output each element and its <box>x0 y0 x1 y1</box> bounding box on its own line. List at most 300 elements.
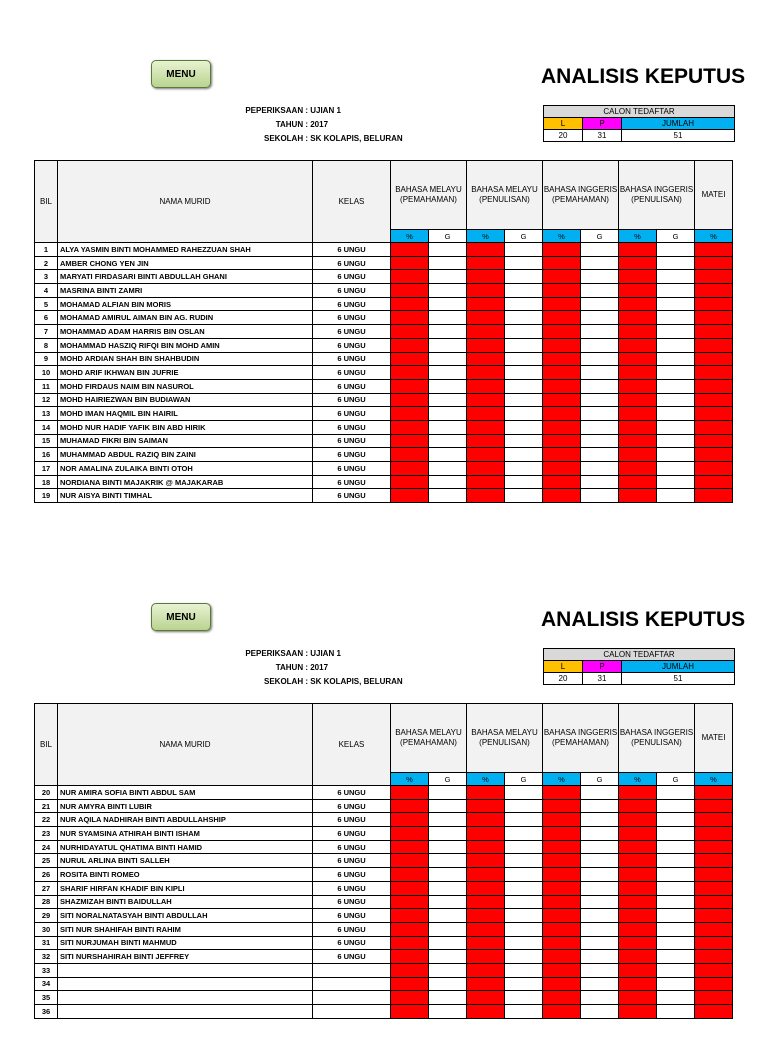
percent-cell[interactable] <box>543 977 581 991</box>
grade-cell[interactable] <box>657 799 695 813</box>
percent-cell[interactable] <box>619 827 657 841</box>
percent-cell[interactable] <box>619 909 657 923</box>
grade-cell[interactable] <box>505 243 543 257</box>
grade-cell[interactable] <box>429 1005 467 1019</box>
percent-cell[interactable] <box>695 895 733 909</box>
percent-cell[interactable] <box>619 895 657 909</box>
percent-cell[interactable] <box>467 922 505 936</box>
percent-cell[interactable] <box>391 813 429 827</box>
grade-cell[interactable] <box>429 854 467 868</box>
grade-cell[interactable] <box>657 813 695 827</box>
grade-cell[interactable] <box>429 462 467 476</box>
percent-cell[interactable] <box>467 827 505 841</box>
percent-cell[interactable] <box>543 895 581 909</box>
percent-cell[interactable] <box>695 936 733 950</box>
percent-cell[interactable] <box>543 325 581 339</box>
grade-cell[interactable] <box>505 270 543 284</box>
grade-cell[interactable] <box>657 854 695 868</box>
grade-cell[interactable] <box>429 379 467 393</box>
percent-cell[interactable] <box>543 338 581 352</box>
percent-cell[interactable] <box>619 366 657 380</box>
percent-cell[interactable] <box>467 379 505 393</box>
grade-cell[interactable] <box>581 977 619 991</box>
percent-cell[interactable] <box>619 256 657 270</box>
percent-cell[interactable] <box>543 284 581 298</box>
percent-cell[interactable] <box>543 909 581 923</box>
percent-cell[interactable] <box>467 977 505 991</box>
grade-cell[interactable] <box>657 325 695 339</box>
percent-cell[interactable] <box>543 868 581 882</box>
percent-cell[interactable] <box>543 1005 581 1019</box>
grade-cell[interactable] <box>657 393 695 407</box>
grade-cell[interactable] <box>505 420 543 434</box>
percent-cell[interactable] <box>695 243 733 257</box>
percent-cell[interactable] <box>391 922 429 936</box>
percent-cell[interactable] <box>543 991 581 1005</box>
percent-cell[interactable] <box>695 799 733 813</box>
percent-cell[interactable] <box>467 270 505 284</box>
percent-cell[interactable] <box>467 325 505 339</box>
percent-cell[interactable] <box>619 786 657 800</box>
grade-cell[interactable] <box>581 799 619 813</box>
percent-cell[interactable] <box>391 393 429 407</box>
percent-cell[interactable] <box>391 311 429 325</box>
grade-cell[interactable] <box>657 950 695 964</box>
percent-cell[interactable] <box>391 407 429 421</box>
percent-cell[interactable] <box>543 270 581 284</box>
grade-cell[interactable] <box>429 963 467 977</box>
grade-cell[interactable] <box>581 379 619 393</box>
percent-cell[interactable] <box>695 475 733 489</box>
percent-cell[interactable] <box>619 813 657 827</box>
percent-cell[interactable] <box>543 420 581 434</box>
grade-cell[interactable] <box>505 338 543 352</box>
percent-cell[interactable] <box>467 489 505 503</box>
percent-cell[interactable] <box>695 297 733 311</box>
percent-cell[interactable] <box>391 284 429 298</box>
grade-cell[interactable] <box>581 909 619 923</box>
grade-cell[interactable] <box>505 325 543 339</box>
grade-cell[interactable] <box>657 922 695 936</box>
percent-cell[interactable] <box>619 448 657 462</box>
grade-cell[interactable] <box>581 420 619 434</box>
percent-cell[interactable] <box>391 950 429 964</box>
percent-cell[interactable] <box>543 936 581 950</box>
percent-cell[interactable] <box>543 379 581 393</box>
percent-cell[interactable] <box>543 827 581 841</box>
grade-cell[interactable] <box>429 475 467 489</box>
grade-cell[interactable] <box>581 462 619 476</box>
percent-cell[interactable] <box>391 243 429 257</box>
percent-cell[interactable] <box>619 393 657 407</box>
grade-cell[interactable] <box>505 868 543 882</box>
percent-cell[interactable] <box>467 338 505 352</box>
percent-cell[interactable] <box>543 475 581 489</box>
grade-cell[interactable] <box>581 256 619 270</box>
percent-cell[interactable] <box>467 393 505 407</box>
grade-cell[interactable] <box>429 827 467 841</box>
grade-cell[interactable] <box>505 827 543 841</box>
grade-cell[interactable] <box>429 895 467 909</box>
percent-cell[interactable] <box>695 977 733 991</box>
percent-cell[interactable] <box>467 963 505 977</box>
grade-cell[interactable] <box>581 243 619 257</box>
grade-cell[interactable] <box>505 799 543 813</box>
grade-cell[interactable] <box>505 977 543 991</box>
percent-cell[interactable] <box>695 352 733 366</box>
percent-cell[interactable] <box>467 352 505 366</box>
percent-cell[interactable] <box>543 854 581 868</box>
grade-cell[interactable] <box>429 311 467 325</box>
grade-cell[interactable] <box>657 963 695 977</box>
percent-cell[interactable] <box>467 799 505 813</box>
grade-cell[interactable] <box>657 407 695 421</box>
percent-cell[interactable] <box>695 868 733 882</box>
grade-cell[interactable] <box>429 840 467 854</box>
grade-cell[interactable] <box>429 936 467 950</box>
grade-cell[interactable] <box>581 352 619 366</box>
grade-cell[interactable] <box>429 991 467 1005</box>
grade-cell[interactable] <box>505 407 543 421</box>
percent-cell[interactable] <box>695 270 733 284</box>
grade-cell[interactable] <box>581 475 619 489</box>
percent-cell[interactable] <box>391 366 429 380</box>
grade-cell[interactable] <box>581 963 619 977</box>
grade-cell[interactable] <box>505 950 543 964</box>
grade-cell[interactable] <box>505 489 543 503</box>
percent-cell[interactable] <box>467 840 505 854</box>
percent-cell[interactable] <box>467 475 505 489</box>
percent-cell[interactable] <box>619 420 657 434</box>
grade-cell[interactable] <box>657 895 695 909</box>
percent-cell[interactable] <box>619 950 657 964</box>
percent-cell[interactable] <box>467 881 505 895</box>
percent-cell[interactable] <box>543 462 581 476</box>
percent-cell[interactable] <box>695 420 733 434</box>
grade-cell[interactable] <box>505 256 543 270</box>
grade-cell[interactable] <box>429 407 467 421</box>
grade-cell[interactable] <box>657 284 695 298</box>
grade-cell[interactable] <box>581 950 619 964</box>
menu-button[interactable]: MENU <box>151 603 211 631</box>
percent-cell[interactable] <box>619 991 657 1005</box>
percent-cell[interactable] <box>695 963 733 977</box>
grade-cell[interactable] <box>581 895 619 909</box>
grade-cell[interactable] <box>657 243 695 257</box>
grade-cell[interactable] <box>505 379 543 393</box>
grade-cell[interactable] <box>505 936 543 950</box>
percent-cell[interactable] <box>467 462 505 476</box>
percent-cell[interactable] <box>695 813 733 827</box>
grade-cell[interactable] <box>429 297 467 311</box>
percent-cell[interactable] <box>543 799 581 813</box>
percent-cell[interactable] <box>543 434 581 448</box>
percent-cell[interactable] <box>543 840 581 854</box>
percent-cell[interactable] <box>695 1005 733 1019</box>
percent-cell[interactable] <box>467 407 505 421</box>
grade-cell[interactable] <box>657 366 695 380</box>
percent-cell[interactable] <box>695 950 733 964</box>
percent-cell[interactable] <box>391 297 429 311</box>
grade-cell[interactable] <box>657 868 695 882</box>
percent-cell[interactable] <box>695 407 733 421</box>
grade-cell[interactable] <box>581 270 619 284</box>
grade-cell[interactable] <box>581 284 619 298</box>
percent-cell[interactable] <box>543 963 581 977</box>
grade-cell[interactable] <box>581 840 619 854</box>
grade-cell[interactable] <box>429 799 467 813</box>
percent-cell[interactable] <box>391 256 429 270</box>
grade-cell[interactable] <box>505 284 543 298</box>
percent-cell[interactable] <box>391 352 429 366</box>
grade-cell[interactable] <box>505 922 543 936</box>
percent-cell[interactable] <box>467 256 505 270</box>
grade-cell[interactable] <box>581 786 619 800</box>
grade-cell[interactable] <box>581 922 619 936</box>
percent-cell[interactable] <box>467 854 505 868</box>
percent-cell[interactable] <box>619 881 657 895</box>
percent-cell[interactable] <box>467 936 505 950</box>
grade-cell[interactable] <box>657 827 695 841</box>
percent-cell[interactable] <box>619 270 657 284</box>
grade-cell[interactable] <box>429 420 467 434</box>
grade-cell[interactable] <box>429 922 467 936</box>
grade-cell[interactable] <box>657 840 695 854</box>
grade-cell[interactable] <box>581 325 619 339</box>
percent-cell[interactable] <box>543 448 581 462</box>
percent-cell[interactable] <box>619 338 657 352</box>
grade-cell[interactable] <box>505 366 543 380</box>
percent-cell[interactable] <box>695 311 733 325</box>
percent-cell[interactable] <box>391 868 429 882</box>
percent-cell[interactable] <box>391 448 429 462</box>
grade-cell[interactable] <box>505 881 543 895</box>
percent-cell[interactable] <box>543 366 581 380</box>
grade-cell[interactable] <box>657 311 695 325</box>
percent-cell[interactable] <box>467 434 505 448</box>
percent-cell[interactable] <box>467 366 505 380</box>
percent-cell[interactable] <box>695 786 733 800</box>
grade-cell[interactable] <box>429 352 467 366</box>
grade-cell[interactable] <box>429 434 467 448</box>
grade-cell[interactable] <box>429 366 467 380</box>
percent-cell[interactable] <box>391 325 429 339</box>
percent-cell[interactable] <box>619 311 657 325</box>
percent-cell[interactable] <box>695 338 733 352</box>
grade-cell[interactable] <box>657 434 695 448</box>
grade-cell[interactable] <box>505 909 543 923</box>
grade-cell[interactable] <box>429 950 467 964</box>
percent-cell[interactable] <box>543 256 581 270</box>
grade-cell[interactable] <box>657 420 695 434</box>
grade-cell[interactable] <box>505 462 543 476</box>
grade-cell[interactable] <box>657 475 695 489</box>
grade-cell[interactable] <box>581 991 619 1005</box>
percent-cell[interactable] <box>467 243 505 257</box>
grade-cell[interactable] <box>657 786 695 800</box>
menu-button[interactable]: MENU <box>151 60 211 88</box>
percent-cell[interactable] <box>391 420 429 434</box>
percent-cell[interactable] <box>695 256 733 270</box>
grade-cell[interactable] <box>657 256 695 270</box>
percent-cell[interactable] <box>467 448 505 462</box>
percent-cell[interactable] <box>467 420 505 434</box>
percent-cell[interactable] <box>619 462 657 476</box>
grade-cell[interactable] <box>657 1005 695 1019</box>
percent-cell[interactable] <box>391 881 429 895</box>
grade-cell[interactable] <box>581 338 619 352</box>
grade-cell[interactable] <box>657 462 695 476</box>
percent-cell[interactable] <box>619 352 657 366</box>
percent-cell[interactable] <box>543 407 581 421</box>
percent-cell[interactable] <box>391 489 429 503</box>
percent-cell[interactable] <box>695 881 733 895</box>
percent-cell[interactable] <box>391 909 429 923</box>
grade-cell[interactable] <box>581 1005 619 1019</box>
grade-cell[interactable] <box>581 448 619 462</box>
percent-cell[interactable] <box>543 243 581 257</box>
grade-cell[interactable] <box>581 813 619 827</box>
percent-cell[interactable] <box>391 1005 429 1019</box>
percent-cell[interactable] <box>619 379 657 393</box>
grade-cell[interactable] <box>429 909 467 923</box>
percent-cell[interactable] <box>467 311 505 325</box>
grade-cell[interactable] <box>581 434 619 448</box>
percent-cell[interactable] <box>619 243 657 257</box>
percent-cell[interactable] <box>695 462 733 476</box>
grade-cell[interactable] <box>581 407 619 421</box>
percent-cell[interactable] <box>619 475 657 489</box>
grade-cell[interactable] <box>581 827 619 841</box>
percent-cell[interactable] <box>391 270 429 284</box>
percent-cell[interactable] <box>543 813 581 827</box>
percent-cell[interactable] <box>619 297 657 311</box>
percent-cell[interactable] <box>543 950 581 964</box>
grade-cell[interactable] <box>505 311 543 325</box>
percent-cell[interactable] <box>391 854 429 868</box>
grade-cell[interactable] <box>429 881 467 895</box>
percent-cell[interactable] <box>543 393 581 407</box>
grade-cell[interactable] <box>429 448 467 462</box>
percent-cell[interactable] <box>467 909 505 923</box>
percent-cell[interactable] <box>391 786 429 800</box>
percent-cell[interactable] <box>391 462 429 476</box>
grade-cell[interactable] <box>657 379 695 393</box>
grade-cell[interactable] <box>429 813 467 827</box>
grade-cell[interactable] <box>429 393 467 407</box>
grade-cell[interactable] <box>505 1005 543 1019</box>
grade-cell[interactable] <box>581 297 619 311</box>
percent-cell[interactable] <box>619 284 657 298</box>
percent-cell[interactable] <box>543 311 581 325</box>
percent-cell[interactable] <box>391 977 429 991</box>
grade-cell[interactable] <box>657 991 695 1005</box>
grade-cell[interactable] <box>505 963 543 977</box>
percent-cell[interactable] <box>619 434 657 448</box>
percent-cell[interactable] <box>391 799 429 813</box>
grade-cell[interactable] <box>505 297 543 311</box>
percent-cell[interactable] <box>619 854 657 868</box>
percent-cell[interactable] <box>619 936 657 950</box>
grade-cell[interactable] <box>657 936 695 950</box>
grade-cell[interactable] <box>429 284 467 298</box>
grade-cell[interactable] <box>505 448 543 462</box>
percent-cell[interactable] <box>619 922 657 936</box>
grade-cell[interactable] <box>581 311 619 325</box>
percent-cell[interactable] <box>543 297 581 311</box>
grade-cell[interactable] <box>505 434 543 448</box>
grade-cell[interactable] <box>505 352 543 366</box>
percent-cell[interactable] <box>391 475 429 489</box>
percent-cell[interactable] <box>391 991 429 1005</box>
percent-cell[interactable] <box>619 407 657 421</box>
percent-cell[interactable] <box>619 325 657 339</box>
grade-cell[interactable] <box>657 297 695 311</box>
percent-cell[interactable] <box>695 284 733 298</box>
percent-cell[interactable] <box>619 1005 657 1019</box>
percent-cell[interactable] <box>467 813 505 827</box>
grade-cell[interactable] <box>505 854 543 868</box>
percent-cell[interactable] <box>695 854 733 868</box>
grade-cell[interactable] <box>657 977 695 991</box>
percent-cell[interactable] <box>543 922 581 936</box>
grade-cell[interactable] <box>657 489 695 503</box>
percent-cell[interactable] <box>391 840 429 854</box>
percent-cell[interactable] <box>467 950 505 964</box>
grade-cell[interactable] <box>505 895 543 909</box>
percent-cell[interactable] <box>695 379 733 393</box>
grade-cell[interactable] <box>429 868 467 882</box>
percent-cell[interactable] <box>543 489 581 503</box>
percent-cell[interactable] <box>619 868 657 882</box>
percent-cell[interactable] <box>467 297 505 311</box>
grade-cell[interactable] <box>581 936 619 950</box>
percent-cell[interactable] <box>543 881 581 895</box>
grade-cell[interactable] <box>581 489 619 503</box>
percent-cell[interactable] <box>391 936 429 950</box>
grade-cell[interactable] <box>657 881 695 895</box>
percent-cell[interactable] <box>695 991 733 1005</box>
grade-cell[interactable] <box>505 840 543 854</box>
percent-cell[interactable] <box>391 963 429 977</box>
percent-cell[interactable] <box>543 352 581 366</box>
percent-cell[interactable] <box>467 786 505 800</box>
percent-cell[interactable] <box>619 799 657 813</box>
percent-cell[interactable] <box>391 434 429 448</box>
grade-cell[interactable] <box>657 448 695 462</box>
grade-cell[interactable] <box>657 909 695 923</box>
percent-cell[interactable] <box>467 284 505 298</box>
percent-cell[interactable] <box>467 991 505 1005</box>
percent-cell[interactable] <box>695 840 733 854</box>
percent-cell[interactable] <box>695 434 733 448</box>
percent-cell[interactable] <box>467 868 505 882</box>
percent-cell[interactable] <box>391 338 429 352</box>
grade-cell[interactable] <box>429 977 467 991</box>
grade-cell[interactable] <box>505 475 543 489</box>
grade-cell[interactable] <box>505 991 543 1005</box>
grade-cell[interactable] <box>429 256 467 270</box>
percent-cell[interactable] <box>619 963 657 977</box>
percent-cell[interactable] <box>695 325 733 339</box>
percent-cell[interactable] <box>695 922 733 936</box>
grade-cell[interactable] <box>581 854 619 868</box>
grade-cell[interactable] <box>429 325 467 339</box>
grade-cell[interactable] <box>581 868 619 882</box>
grade-cell[interactable] <box>505 393 543 407</box>
grade-cell[interactable] <box>581 393 619 407</box>
grade-cell[interactable] <box>657 352 695 366</box>
